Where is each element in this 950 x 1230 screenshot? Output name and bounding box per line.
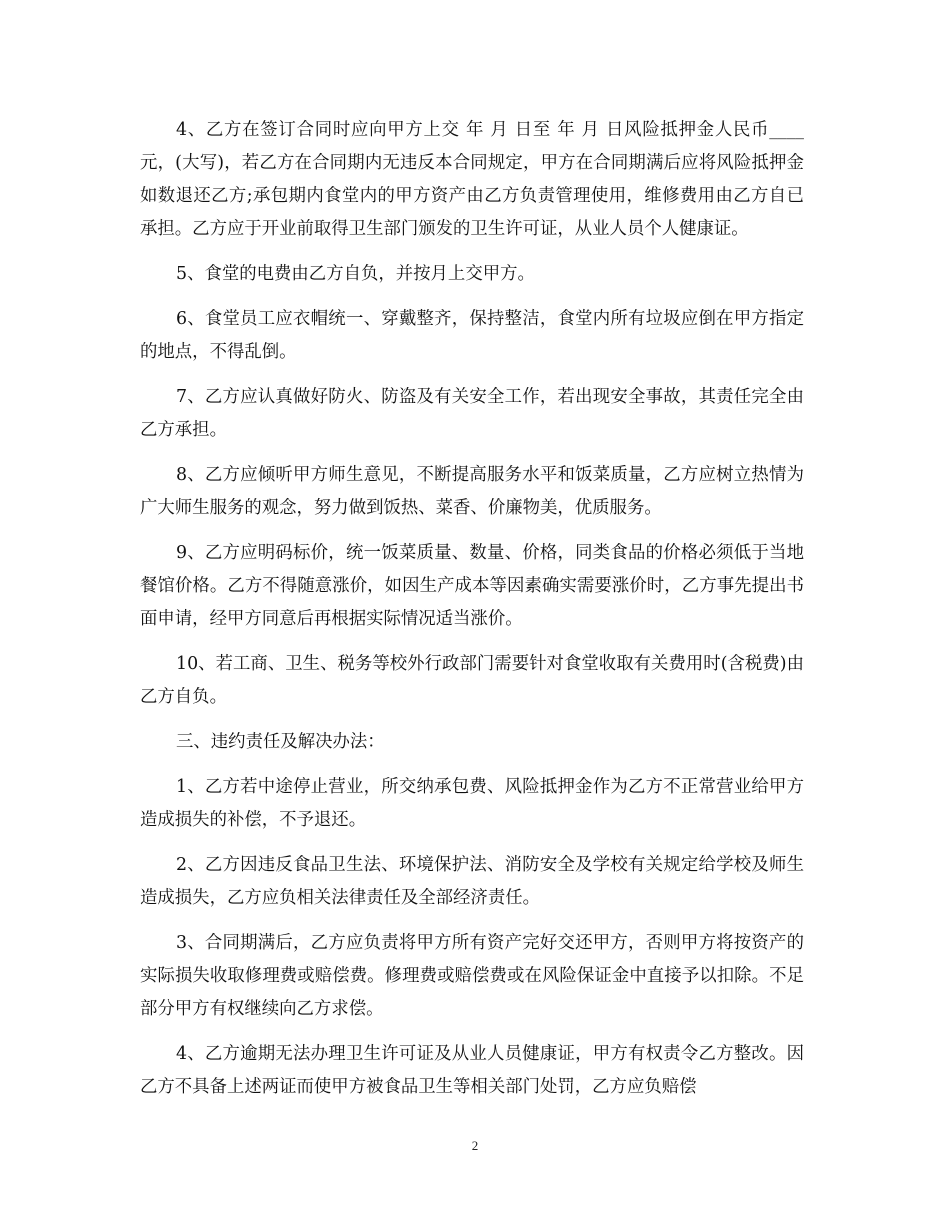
paragraph-breach-4: 4、乙方逾期无法办理卫生许可证及从业人员健康证，甲方有权责令乙方整改。因乙方不具备上述两证而使甲方被食品卫生等相关部门处罚，乙方应负赔偿 (140, 1044, 804, 1097)
paragraph-clause-8-service: 8、乙方应倾听甲方师生意见，不断提高服务水平和饭菜质量，乙方应树立热情为广大师生服务的观念，努力做到饭热、菜香、价廉物美，优质服务。 (140, 465, 804, 518)
document-body (140, 114, 804, 1116)
page-number: 2 (471, 1138, 479, 1153)
paragraph-clause-10-fees: 10、若工商、卫生、税务等校外行政部门需要针对食堂收取有关费用时(含税费)由乙方自负。 (140, 654, 804, 707)
paragraph-clause-7-safety: 7、乙方应认真做好防火、防盗及有关安全工作，若出现安全事故，其责任完全由乙方承担。 (140, 387, 804, 440)
paragraph-breach-2: 2、乙方因违反食品卫生法、环境保护法、消防安全及学校有关规定给学校及师生造成损失，乙方应负相关法律责任及全部经济责任。 (140, 855, 804, 908)
paragraph-breach-3: 3、合同期满后，乙方应负责将甲方所有资产完好交还甲方，否则甲方将按资产的实际损失收取修理费或赔偿费。修理费或赔偿费或在风险保证金中直接予以扣除。不足部分甲方有权继续向乙方求偿。 (140, 933, 804, 1019)
paragraph-clause-6-staff: 6、食堂员工应衣帽统一、穿戴整齐，保持整洁，食堂内所有垃圾应倒在甲方指定的地点，不得乱倒。 (140, 309, 804, 362)
paragraph-clause-4-deposit: 4、乙方在签订合同时应向甲方上交 年 月 日至 年 月 日风险抵押金人民币____元，(大写)，若乙方在合同期内无违反本合同规定，甲方在合同期满后应将风险抵押金如数退还乙方;承包期内食堂内的甲方资产由乙方负责管理使用，维修费用由乙方自已承担。乙方应于开业前取得卫生部门颁发的卫生许可证，从业人员个人健康证。 (140, 120, 804, 239)
paragraph-breach-1: 1、乙方若中途停止营业，所交纳承包费、风险抵押金作为乙方不正常营业给甲方造成损失的补偿，不予退还。 (140, 777, 804, 830)
paragraph-clause-9-pricing: 9、乙方应明码标价，统一饭菜质量、数量、价格，同类食品的价格必须低于当地餐馆价格。乙方不得随意涨价，如因生产成本等因素确实需要涨价时，乙方事先提出书面申请，经甲方同意后再根据实际情况适当涨价。 (140, 543, 804, 629)
paragraph-clause-5-electricity: 5、食堂的电费由乙方自负，并按月上交甲方。 (176, 264, 535, 284)
section-heading-breach: 三、违约责任及解决办法： (176, 732, 385, 752)
